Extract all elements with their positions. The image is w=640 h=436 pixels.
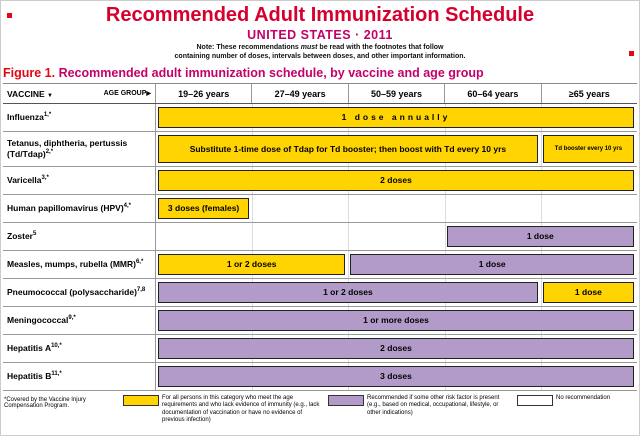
note-line2: containing number of doses, intervals between doses, and other important information. (174, 53, 466, 61)
table-row (3, 335, 637, 363)
vaccine-name: Hepatitis $B^{11,*}$ (7, 371, 62, 382)
column-gridline (541, 279, 542, 306)
vaccine-name-cell (3, 251, 155, 278)
vaccine-name-cell (3, 363, 155, 390)
red-square-mark (629, 51, 634, 56)
column-gridline (252, 195, 253, 222)
table-row (3, 251, 637, 279)
vaccine-name-cell (3, 195, 155, 222)
dose-bar: 3 doses (158, 366, 634, 387)
legend-text: Recommended if some other risk factor is present (e.g., based on medical, occupational, lifestyle, or other indications) (367, 395, 500, 416)
column-gridline (541, 132, 542, 166)
column-gridline (445, 223, 446, 250)
subtitle: UNITED STATES · 2011 (247, 28, 393, 42)
bar-area (155, 251, 637, 278)
column-gridline (252, 223, 253, 250)
vaccine-name: Pneumococcal (polysaccharide)$^{7,8}$ (7, 287, 146, 298)
column-header: ≥65 years (541, 84, 637, 103)
dose-bar: 1 or 2 doses (158, 282, 538, 303)
vaccine-name-cell (3, 335, 155, 362)
dose-bar: 1 or 2 doses (158, 254, 345, 275)
vaccine-name: Zoster$^5$ (7, 231, 37, 242)
right-arrow-icon: ▶ (146, 91, 151, 98)
dose-bar: 1 dose annually (158, 107, 634, 128)
vaccine-name: Hepatitis $A^{10,*}$ (7, 343, 62, 354)
column-header: 27–49 years (251, 84, 347, 103)
legend-item (517, 395, 636, 406)
dose-bar: 1 dose (447, 226, 634, 247)
legend-text: For all persons in this category who meet the age requirements and who lack evidence of immunity (e.g., lack documentation of vaccination or have no evidence of previous infection) (162, 395, 320, 423)
vaccine-name: Measles, mumps, rubella (MMR)$^{6,*}$ (7, 259, 144, 270)
vaccine-name-cell (3, 104, 155, 131)
vaccine-header-cell (3, 84, 155, 103)
dose-bar: 2 doses (158, 338, 634, 359)
legend-swatch-purple (328, 395, 364, 406)
dose-bar: 3 doses (females) (158, 198, 249, 219)
age-group-columns (155, 84, 637, 103)
vaccine-name: Tetanus, diphtheria, pertussis (Td/Tdap)$^{2,*}$ (7, 138, 128, 159)
footnote: *Covered by the Vaccine Injury Compensation Program. (4, 397, 86, 410)
dose-bar: 1 dose (350, 254, 634, 275)
dose-bar: 1 or more doses (158, 310, 634, 331)
figure-caption (3, 66, 637, 80)
column-gridline (348, 223, 349, 250)
red-square-mark (7, 13, 12, 18)
schedule-table (3, 83, 637, 391)
bar-area (155, 104, 637, 131)
table-body (3, 104, 637, 391)
dose-bar: Substitute 1-time dose of Tdap for Td booster; then boost with Td every 10 yrs (158, 135, 538, 163)
legend (123, 395, 636, 424)
dose-bar: 2 doses (158, 170, 634, 191)
column-header: 19–26 years (155, 84, 251, 103)
column-gridline (445, 195, 446, 222)
figure-number: Figure 1. (3, 66, 56, 81)
column-gridline (348, 195, 349, 222)
vaccine-name: Meningococcal$^{9,*}$ (7, 315, 76, 326)
bar-area (155, 335, 637, 362)
bar-area (155, 307, 637, 334)
header-note (1, 43, 639, 61)
legend-item (328, 395, 509, 417)
table-row (3, 132, 637, 167)
table-row (3, 195, 637, 223)
dose-bar: 1 dose (543, 282, 634, 303)
bar-area (155, 223, 637, 250)
vaccine-header: VACCINE ▼ (7, 88, 53, 99)
down-arrow-icon: ▼ (47, 92, 53, 99)
table-row (3, 363, 637, 391)
vaccine-name-cell (3, 279, 155, 306)
note-line1: Note: These recommendations must be read with the footnotes that follow (196, 44, 444, 51)
bar-area (155, 167, 637, 194)
age-group-header: AGE GROUP▶ (103, 90, 151, 98)
bar-area (155, 195, 637, 222)
legend-swatch-white (517, 395, 553, 406)
table-row (3, 223, 637, 251)
column-gridline (541, 195, 542, 222)
vaccine-name-cell (3, 167, 155, 194)
column-header: 60–64 years (444, 84, 540, 103)
dose-bar: Td booster every 10 yrs (543, 135, 634, 163)
bar-area (155, 279, 637, 306)
bar-area (155, 363, 637, 390)
table-row (3, 307, 637, 335)
vaccine-name: Influenza$^{1,*}$ (7, 112, 52, 123)
vaccine-name: Human papillomavirus (HPV)$^{4,*}$ (7, 203, 132, 214)
table-row (3, 279, 637, 307)
page-title: Recommended Adult Immunization Schedule (105, 4, 535, 26)
table-row (3, 167, 637, 195)
vaccine-name-cell (3, 307, 155, 334)
vaccine-name-cell (3, 132, 155, 166)
vaccine-name: Varicella$^{3,*}$ (7, 175, 49, 186)
column-gridline (348, 251, 349, 278)
column-header: 50–59 years (348, 84, 444, 103)
legend-footer (4, 395, 636, 424)
bar-area (155, 132, 637, 166)
legend-item (123, 395, 320, 424)
legend-text: No recommendation (556, 395, 611, 402)
figure-caption-text: Recommended adult immunization schedule, by vaccine and age group (55, 66, 484, 81)
legend-swatch-yellow (123, 395, 159, 406)
table-row (3, 104, 637, 132)
vaccine-name-cell (3, 223, 155, 250)
table-header-row (3, 84, 637, 104)
